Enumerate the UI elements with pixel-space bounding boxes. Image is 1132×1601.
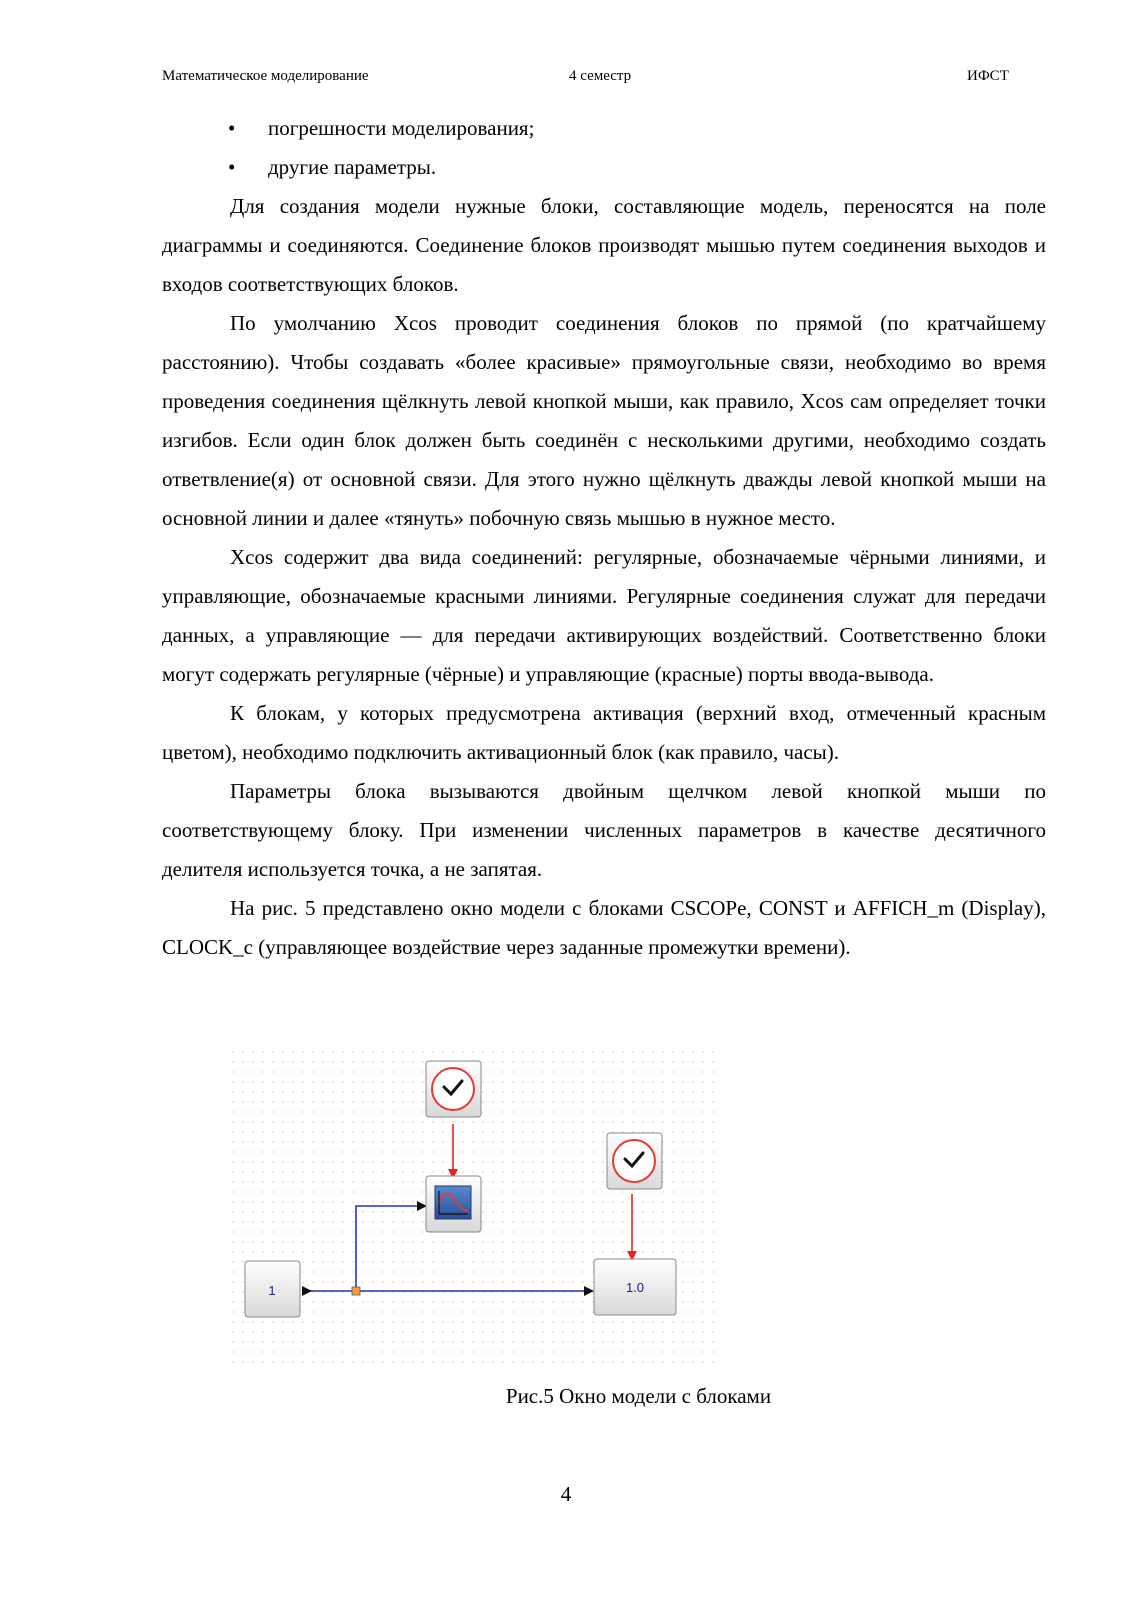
split-point[interactable] (352, 1287, 360, 1295)
xcos-diagram (232, 1051, 722, 1371)
paragraph: Для создания модели нужные блоки, составляющие модель, переносятся на поле диаграммы и соединяются. Соединение блоков производят мышью путем соединения выходов и входов соответствующих блоков. (162, 194, 1046, 296)
header-institute: ИФСТ (967, 68, 1009, 84)
bullet-text: погрешности моделирования; (268, 116, 535, 140)
bullet-dot-icon: • (228, 116, 236, 140)
document-body (162, 109, 1046, 967)
header-course-title: Математическое моделирование (162, 68, 369, 84)
figure-caption: Рис.5 Окно модели с блоками (505, 1384, 772, 1408)
display-block[interactable] (594, 1259, 676, 1315)
const-block-value: 1 (268, 1283, 276, 1298)
header-semester: 4 семестр (569, 68, 632, 84)
page-number: 4 (560, 1482, 572, 1506)
const-block[interactable] (245, 1261, 300, 1317)
display-block-value: 1.0 (625, 1280, 645, 1295)
paragraph: Параметры блока вызываются двойным щелчком левой кнопкой мыши по соответствующему блоку. При изменении численных параметров в качестве десятичного делителя используется точка, а не запятая. (162, 779, 1046, 881)
paragraph: К блокам, у которых предусмотрена активация (верхний вход, отмеченный красным цветом), необходимо подключить активационный блок (как правило, часы). (162, 701, 1046, 764)
xcos-model-figure (232, 1051, 722, 1371)
bullet-text: другие параметры. (268, 155, 437, 179)
clock-icon (613, 1140, 655, 1182)
paragraph: Xcos содержит два вида соединений: регулярные, обозначаемые чёрными линиями, и управляющие, обозначаемые красными линиями. Регулярные соединения служат для передачи данных, а управляющие — для передачи активирующих воздействий. Соответственно блоки могут содержать регулярные (чёрные) и управляющие (красные) порты ввода-вывода. (162, 545, 1046, 686)
clock-block-scope[interactable] (426, 1061, 481, 1117)
paragraph: На рис. 5 представлено окно модели с блоками CSCOPe, CONST и AFFICH_m (Display), CLOCK_c (управляющее воздействие через заданные промежутки времени). (162, 896, 1046, 959)
clock-block-display[interactable] (607, 1133, 662, 1189)
bullet-item (162, 148, 1046, 187)
bullet-item (162, 109, 1046, 148)
scope-block[interactable] (426, 1176, 481, 1232)
paragraph: По умолчанию Xcos проводит соединения блоков по прямой (по кратчайшему расстоянию). Чтобы создавать «более красивые» прямоугольные связи, необходимо во время проведения соединения щёлкнуть левой кнопкой мыши, как правило, Xcos сам определяет точки изгибов. Если один блок должен быть соединён с несколькими другими, необходимо создать ответвление(я) от основной связи. Для этого нужно щёлкнуть дважды левой кнопкой мыши на основной линии и далее «тянуть» побочную связь мышью в нужное место. (162, 311, 1046, 530)
bullet-dot-icon: • (228, 155, 236, 179)
clock-icon (432, 1068, 474, 1110)
